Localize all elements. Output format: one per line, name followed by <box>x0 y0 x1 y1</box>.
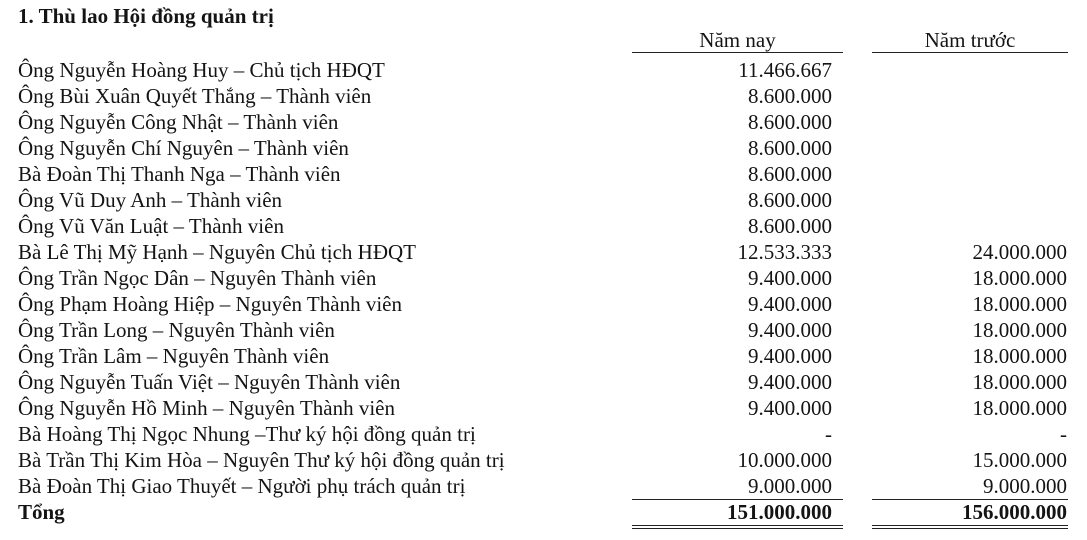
previous-year-amount: 18.000.000 <box>972 266 1067 290</box>
table-row <box>0 265 1087 291</box>
member-name-cell: Ông Vũ Duy Anh – Thành viên <box>18 188 283 212</box>
previous-year-amount: 18.000.000 <box>972 318 1067 342</box>
member-name-cell: Ông Trần Ngọc Dân – Nguyên Thành viên <box>18 266 377 290</box>
member-name-cell: Bà Lê Thị Mỹ Hạnh – Nguyên Chủ tịch HĐQT <box>18 240 416 264</box>
current-year-amount: 8.600.000 <box>748 162 832 186</box>
table-row <box>0 447 1087 473</box>
member-name-cell: Ông Vũ Văn Luật – Thành viên <box>18 214 284 238</box>
member-name-cell: Ông Trần Long – Nguyên Thành viên <box>18 318 335 342</box>
table-row <box>0 213 1087 239</box>
member-name-cell: Bà Đoàn Thị Giao Thuyết – Người phụ trách quản trị <box>18 474 466 498</box>
member-name-cell: Bà Đoàn Thị Thanh Nga – Thành viên <box>18 162 341 186</box>
subtotal-rule-current <box>632 499 843 500</box>
previous-year-amount: - <box>1060 422 1067 446</box>
table-row <box>0 395 1087 421</box>
previous-year-amount: 18.000.000 <box>972 396 1067 420</box>
double-underline-current <box>632 525 843 529</box>
member-name-cell: Ông Nguyễn Tuấn Việt – Nguyên Thành viên <box>18 370 401 394</box>
previous-year-amount: 9.000.000 <box>983 474 1067 498</box>
column-header-current-year: Năm nay <box>632 28 843 53</box>
current-year-amount: 9.400.000 <box>748 370 832 394</box>
subtotal-rule-previous <box>872 499 1068 500</box>
table-row <box>0 421 1087 447</box>
section-title: 1. Thù lao Hội đồng quản trị <box>18 4 274 28</box>
previous-year-amount: 15.000.000 <box>972 448 1067 472</box>
current-year-amount: 9.400.000 <box>748 344 832 368</box>
current-year-amount: 8.600.000 <box>748 110 832 134</box>
previous-year-amount: 18.000.000 <box>972 292 1067 316</box>
remuneration-table <box>0 57 1087 525</box>
current-year-amount: 8.600.000 <box>748 84 832 108</box>
table-row <box>0 57 1087 83</box>
current-year-amount: 12.533.333 <box>737 240 832 264</box>
current-year-amount: 9.400.000 <box>748 396 832 420</box>
member-name-cell: Ông Nguyễn Hoàng Huy – Chủ tịch HĐQT <box>18 58 385 82</box>
total-row <box>0 499 1087 525</box>
current-year-amount: 9.000.000 <box>748 474 832 498</box>
member-name-cell: Ông Nguyễn Chí Nguyên – Thành viên <box>18 136 349 160</box>
member-name-cell: Ông Trần Lâm – Nguyên Thành viên <box>18 344 330 368</box>
previous-year-amount: 24.000.000 <box>972 240 1067 264</box>
member-name-cell: Ông Phạm Hoàng Hiệp – Nguyên Thành viên <box>18 292 402 316</box>
member-name-cell: Bà Hoàng Thị Ngọc Nhung –Thư ký hội đồng quản trị <box>18 422 476 446</box>
table-row <box>0 473 1087 499</box>
table-row <box>0 161 1087 187</box>
member-name-cell: Bà Trần Thị Kim Hòa – Nguyên Thư ký hội đồng quản trị <box>18 448 505 472</box>
table-row <box>0 239 1087 265</box>
total-current-year-amount: 151.000.000 <box>727 500 832 524</box>
table-row <box>0 83 1087 109</box>
current-year-amount: 8.600.000 <box>748 136 832 160</box>
current-year-amount: 8.600.000 <box>748 188 832 212</box>
current-year-amount: 9.400.000 <box>748 318 832 342</box>
member-name-cell: Ông Nguyễn Hồ Minh – Nguyên Thành viên <box>18 396 395 420</box>
member-name-cell: Ông Nguyễn Công Nhật – Thành viên <box>18 110 339 134</box>
total-previous-year-amount: 156.000.000 <box>962 500 1067 524</box>
table-row <box>0 291 1087 317</box>
double-underline-previous <box>872 525 1068 529</box>
current-year-amount: 11.466.667 <box>738 58 832 82</box>
column-header-previous-year: Năm trước <box>872 28 1068 53</box>
table-row <box>0 187 1087 213</box>
current-year-amount: - <box>825 422 832 446</box>
table-row <box>0 109 1087 135</box>
total-label: Tổng <box>18 500 65 524</box>
table-row <box>0 343 1087 369</box>
current-year-amount: 8.600.000 <box>748 214 832 238</box>
member-name-cell: Ông Bùi Xuân Quyết Thắng – Thành viên <box>18 84 372 108</box>
table-row <box>0 135 1087 161</box>
table-row <box>0 317 1087 343</box>
table-row <box>0 369 1087 395</box>
previous-year-amount: 18.000.000 <box>972 370 1067 394</box>
current-year-amount: 9.400.000 <box>748 266 832 290</box>
current-year-amount: 10.000.000 <box>737 448 832 472</box>
previous-year-amount: 18.000.000 <box>972 344 1067 368</box>
current-year-amount: 9.400.000 <box>748 292 832 316</box>
